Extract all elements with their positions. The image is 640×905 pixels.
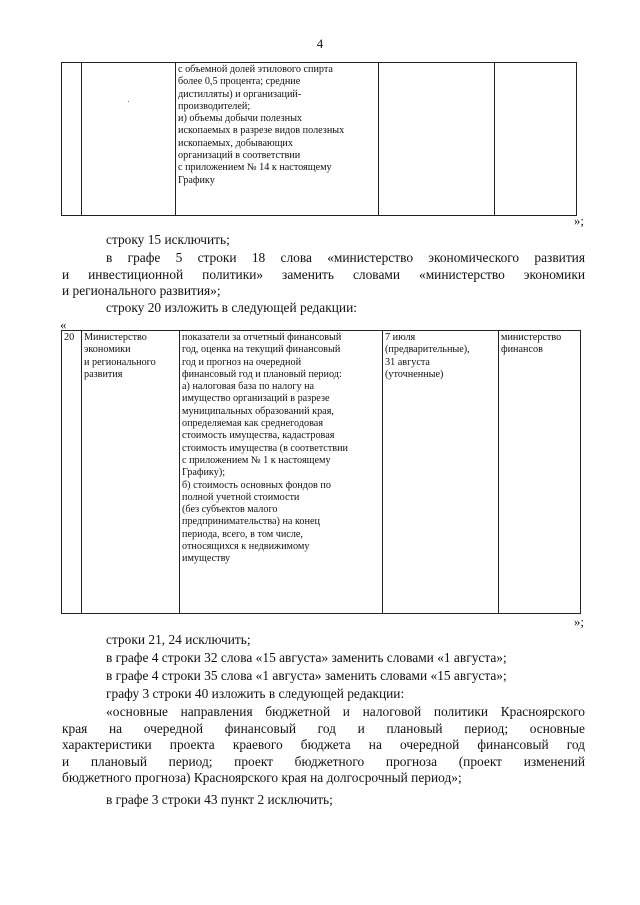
paragraph-rows21-24: строки 21, 24 исключить; (106, 632, 251, 647)
cell-line: (без субъектов малого (182, 504, 278, 516)
cell-line: имуществу (182, 553, 231, 565)
cell-line: дистилляты) и организаций- (178, 88, 302, 100)
table-cell-ministry (82, 63, 176, 216)
paragraph-row15: строку 15 исключить; (106, 232, 230, 247)
cell-line: (уточненные) (385, 368, 444, 380)
cell-line: с приложением № 1 к настоящему (182, 454, 331, 466)
cell-line: а) налоговая база по налогу на (182, 381, 315, 393)
table-cell-recipient (499, 331, 581, 614)
cell-line: с приложением № 14 к настоящему (178, 162, 332, 174)
table-cell-recipient (495, 63, 577, 216)
table-cell-ministry (82, 331, 180, 614)
cell-line: периода, всего, в том числе, (182, 528, 303, 540)
paragraph-row20: строку 20 изложить в следующей редакции: (106, 300, 357, 315)
table-continuation (61, 62, 577, 216)
cell-line: год и прогноз на очередной (182, 356, 302, 368)
closing-quote: »; (573, 213, 584, 228)
stray-mark: . (127, 94, 130, 104)
cell-line: стоимость имущества (в соответствии (182, 442, 348, 454)
cell-line: с объемной долей этилового спирта (178, 64, 333, 75)
cell-line: и) объемы добычи полезных (178, 113, 303, 125)
cell-line: 7 июля (385, 332, 416, 343)
cell-line: ископаемых в разрезе видов полезных (178, 125, 345, 137)
cell-line: более 0,5 процента; средние (178, 76, 301, 88)
cell-line: финансов (501, 344, 543, 356)
cell-line: предпринимательства) на конец (182, 516, 320, 528)
paragraph-line: характеристики проекта краевого бюджета на очередной финансовый год (62, 737, 585, 752)
table-cell-deadline (383, 331, 499, 614)
table-row (62, 331, 581, 614)
paragraph-graph4-row32: в графе 4 строки 32 слова «15 августа» заменить словами «1 августа»; (106, 650, 507, 665)
cell-line: Министерство (84, 332, 147, 343)
cell-line: б) стоимость основных фондов по (182, 479, 331, 491)
table-cell-num: 20 (62, 331, 82, 614)
paragraph-graph3-row40: графу 3 строки 40 изложить в следующей редакции: (106, 686, 405, 701)
cell-line: экономики (84, 344, 131, 356)
closing-quote: »; (573, 614, 584, 629)
opening-quote: « (60, 317, 67, 332)
paragraph-line: и инвестиционной политики» заменить словами «министерство экономики (62, 266, 585, 282)
cell-line: Графику); (182, 467, 226, 479)
table-row (62, 63, 577, 216)
table-cell-num (62, 63, 82, 216)
cell-line: муниципальных образований края, (182, 405, 334, 417)
paragraph-line: и регионального развития»; (62, 283, 221, 298)
cell-line: полной учетной стоимости (182, 491, 300, 503)
table-cell-indicators (180, 331, 383, 614)
paragraph-graph5-row18 (62, 250, 585, 300)
cell-line: показатели за отчетный финансовый (182, 332, 342, 343)
cell-line: развития (84, 368, 123, 380)
cell-line: ископаемых, добывающих (178, 137, 293, 149)
paragraph-line: в графе 5 строки 18 слова «министерство экономического развития (106, 250, 585, 265)
table-cell-deadline (379, 63, 495, 216)
paragraph-graph3-row43: в графе 3 строки 43 пункт 2 исключить; (106, 792, 333, 807)
cell-line: Графику (178, 174, 215, 186)
paragraph-line: «основные направления бюджетной и налоговой политики Красноярского (106, 704, 585, 719)
cell-line: финансовый год и плановый период: (182, 368, 342, 380)
paragraph-line: края на очередной финансовый год и плановый период; основные (62, 720, 585, 736)
cell-line: 31 августа (385, 356, 430, 368)
cell-line: производителей; (178, 100, 251, 112)
cell-line: стоимость имущества, кадастровая (182, 430, 335, 442)
table-row20 (61, 330, 581, 614)
cell-line: министерство (501, 332, 562, 343)
cell-line: год, оценка на текущий финансовый (182, 344, 341, 356)
paragraph-line: и плановый период; проект бюджетного прогноза (проект изменений (62, 753, 585, 769)
paragraph-graph4-row35: в графе 4 строки 35 слова «1 августа» заменить словами «15 августа»; (106, 668, 507, 683)
cell-line: организаций в соответствии (178, 150, 301, 162)
table-cell-indicators (176, 63, 379, 216)
paragraph-line: бюджетного прогноза) Красноярского края на долгосрочный период»; (62, 770, 462, 785)
cell-line: относящихся к недвижимому (182, 541, 310, 553)
cell-line: и регионального (84, 356, 156, 368)
page-number: 4 (316, 36, 324, 51)
cell-line: (предварительные), (385, 344, 470, 356)
cell-line: определяемая как среднегодовая (182, 418, 324, 430)
cell-line: имущество организаций в разрезе (182, 393, 330, 405)
paragraph-graph3-text (62, 704, 585, 787)
